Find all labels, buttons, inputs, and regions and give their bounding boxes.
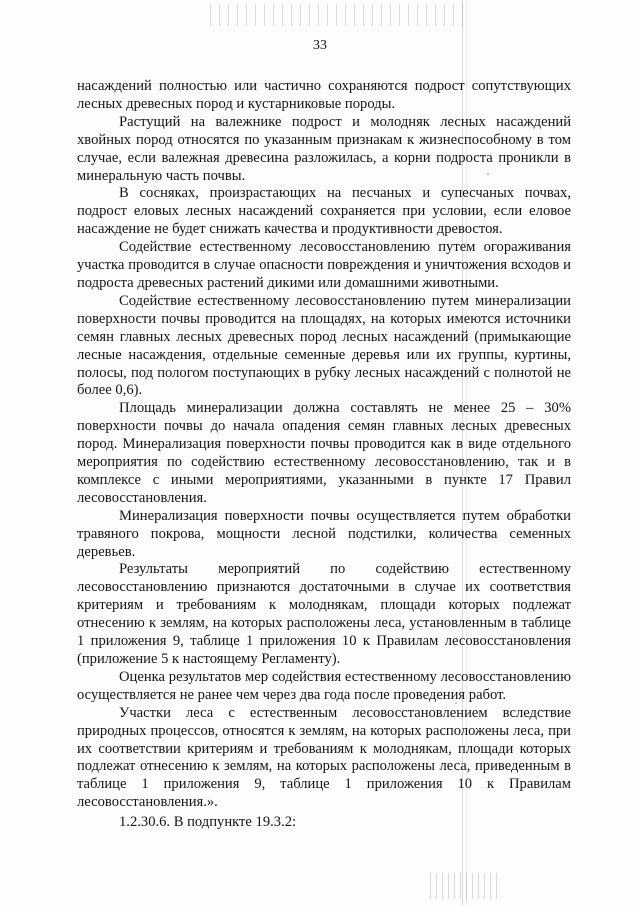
- paragraph: Растущий на валежнике подрост и молодняк лесных насаждений хвойных пород относятся по указанным признакам к жизнеспособному в том случае, если валежная древесина разложилась, а корни подроста проникли в минеральную часть почвы.: [77, 113, 571, 184]
- paragraph: Содействие естественному лесовосстановлению путем огораживания участка проводится в случае опасности повреждения и уничтожения всходов и подроста древесных растений дикими или домашними животными.: [77, 239, 571, 291]
- paragraph: Результаты мероприятий по содействию естественному лесовосстановлению признаются достаточными в случае их соответствия критериям и требованиям к молоднякам, площади которых подлежат отнесению к землям, на которых расположены леса, установленным в таблице 1 приложения 9, таблице 1 приложения 10 к Правилам лесовосстановления (приложение 5 к настоящему Регламенту).: [77, 561, 571, 667]
- paragraph: В сосняках, произрастающих на песчаных и супесчаных почвах, подрост еловых лесных насаждений сохраняется при условии, если еловое насаждение не будет снижать качества и продуктивности древостоя.: [77, 185, 571, 238]
- page-number: 33: [313, 38, 327, 53]
- scan-speck: [487, 173, 489, 175]
- scan-speck: [470, 410, 472, 412]
- subsection-heading: 1.2.30.6. В подпункте 19.3.2:: [119, 814, 297, 831]
- paragraph: Участки леса с естественным лесовосстановлением вследствие природных процессов, относятся к землям, на которых расположены леса, при их соответствии критериям и требованиям к молоднякам, площади которых подлежат отнесению к землям, на которых расположены леса, приведенным в таблице 1 приложения 9, таблице 1 приложения 10 к Правилам лесовосстановления.».: [77, 704, 571, 811]
- paragraph: Минерализация поверхности почвы осуществляется путем обработки травяного покрова, мощности лесной подстилки, количества семенных деревьев.: [77, 507, 571, 560]
- paragraph: насаждений полностью или частично сохраняются подрост сопутствующих лесных древесных пород и кустарниковые породы.: [77, 78, 571, 112]
- scan-artifact-bottom: [430, 873, 500, 899]
- paragraph: Площадь минерализации должна составлять не менее 25 – 30% поверхности почвы до начала опадения семян главных лесных древесных пород. Минерализация поверхности почвы проводится как в виде отдельного мероприятия по содействию естественному лесовосстановлению, так и в комплексе с иными мероприятиями, указанными в пункте 17 Правил лесовосстановления.: [77, 400, 571, 506]
- scan-speck: [455, 702, 457, 704]
- scan-artifact-top: [210, 4, 470, 26]
- document-body: [77, 78, 571, 832]
- paragraph: Содействие естественному лесовосстановлению путем минерализации поверхности почвы проводится на площадях, на которых имеются источники семян главных лесных древесных пород лесных насаждений (примыкающие лесные насаждения, отдельные семенные деревья или их группы, куртины, полосы, под пологом поступающих в рубку лесных насаждений с полнотой не более 0,6).: [77, 292, 571, 399]
- paragraph: Оценка результатов мер содействия естественному лесовосстановлению осуществляется не ранее чем через два года после проведения работ.: [77, 668, 571, 703]
